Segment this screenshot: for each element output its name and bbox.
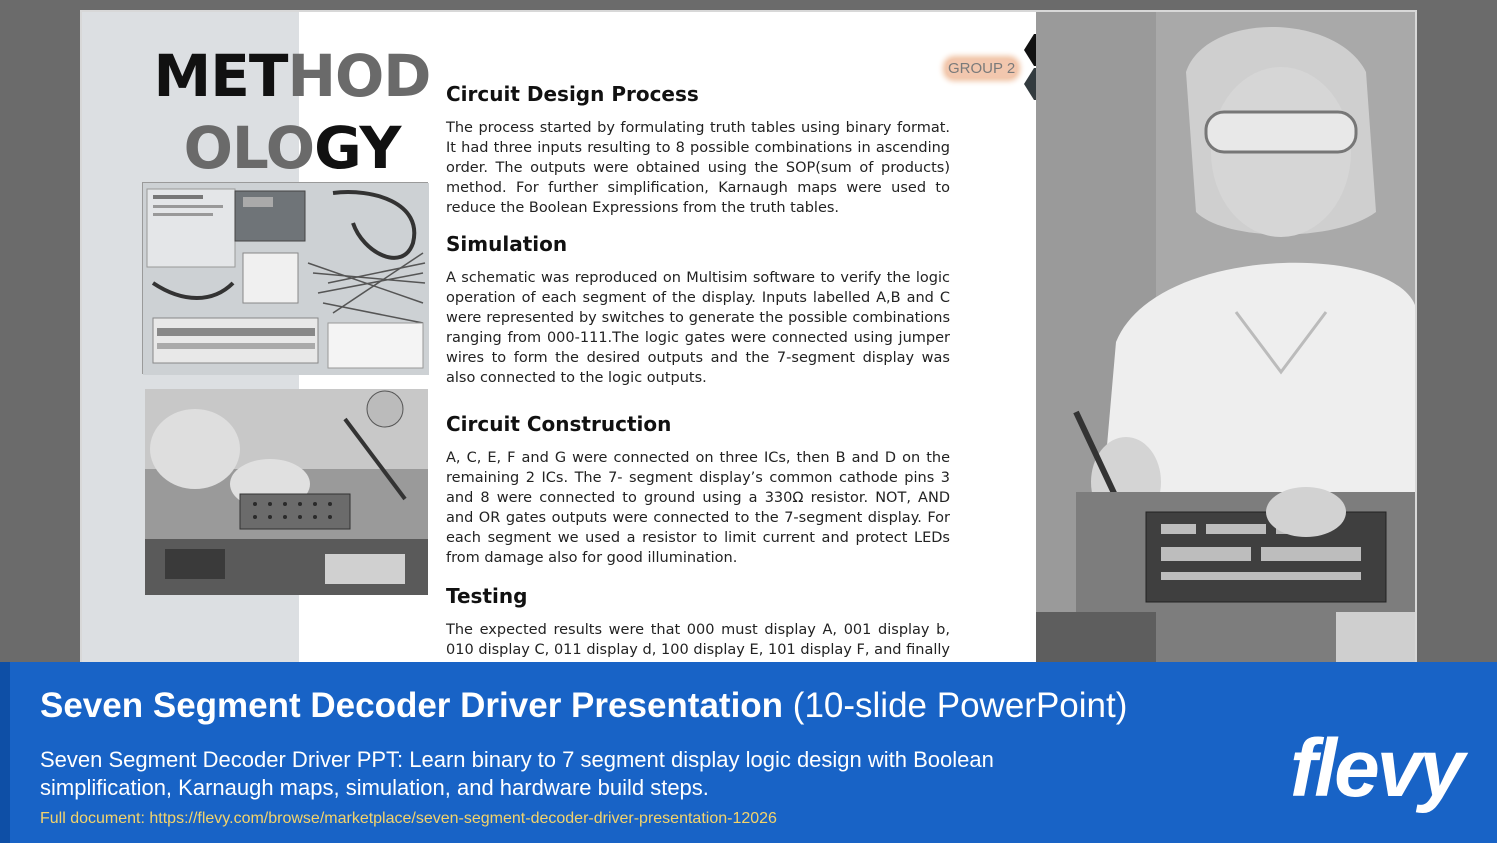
group-label: GROUP 2 xyxy=(948,60,1016,77)
section-body: The expected results were that 000 must display A, 001 display b, 010 display C, 011 display d, 100 display E, 101 display F, and finally xyxy=(446,622,950,658)
title-part: OLO xyxy=(183,114,315,182)
promo-banner xyxy=(0,662,1497,843)
microcontroller-kit-image xyxy=(142,182,428,374)
flevy-logo[interactable]: flevy xyxy=(1290,723,1462,814)
banner-title xyxy=(40,686,1127,726)
document-link[interactable]: Full document: https://flevy.com/browse/marketplace/seven-segment-decoder-driver-presentation-12026 xyxy=(40,810,777,827)
banner-title-bold: Seven Segment Decoder Driver Presentation xyxy=(40,686,784,725)
section-testing xyxy=(446,584,950,670)
content-column xyxy=(446,82,950,670)
section-body: A schematic was reproduced on Multisim software to verify the logic operation of each segment of the display. Inputs labelled A,B and C were represented by switches to generate the possible combinations ranging from 000-111.The logic gates were connected using jumper wires to form the desired outputs and the 7-segment display was also connected to the logic outputs. xyxy=(446,270,950,386)
title-part: HOD xyxy=(287,42,431,110)
section-body: A, C, E, F and G were connected on three ICs, then B and D on the remaining 2 ICs. The 7- segment display’s common cathode pins 3 and 8 were connected to ground using a 330Ω resistor. NOT, AND and OR gates outputs were connected to the 7-segment display. For each segment we used a resistor to limit current and protect LEDs from damage also for good illumination. xyxy=(446,450,950,566)
title-part: MET xyxy=(153,42,288,110)
slide-title xyxy=(142,40,442,184)
section-heading: Circuit Design Process xyxy=(446,82,699,106)
banner-accent-strip xyxy=(0,662,10,843)
section-circuit-design xyxy=(446,82,950,218)
section-body: The process started by formulating truth tables using binary format. It had three inputs resulting to 8 possible combinations in ascending order. The outputs were obtained using the SOP(sum of products) method. For further simplification, Karnaugh maps were used to reduce the Boolean Expressions from the truth tables. xyxy=(446,120,950,216)
scientist-photo xyxy=(1036,12,1417,670)
section-simulation xyxy=(446,232,950,388)
section-heading: Simulation xyxy=(446,232,568,256)
section-heading: Testing xyxy=(446,584,528,608)
title-part: GY xyxy=(314,114,401,182)
banner-description: Seven Segment Decoder Driver PPT: Learn binary to 7 segment display logic design with Boolean simplification, Karnaugh maps, simulation, and hardware build steps. xyxy=(40,747,994,800)
soldering-photo xyxy=(145,389,428,595)
section-heading: Circuit Construction xyxy=(446,412,672,436)
slide xyxy=(80,10,1417,670)
section-circuit-construction xyxy=(446,412,950,568)
banner-title-rest: (10-slide PowerPoint) xyxy=(783,686,1128,725)
